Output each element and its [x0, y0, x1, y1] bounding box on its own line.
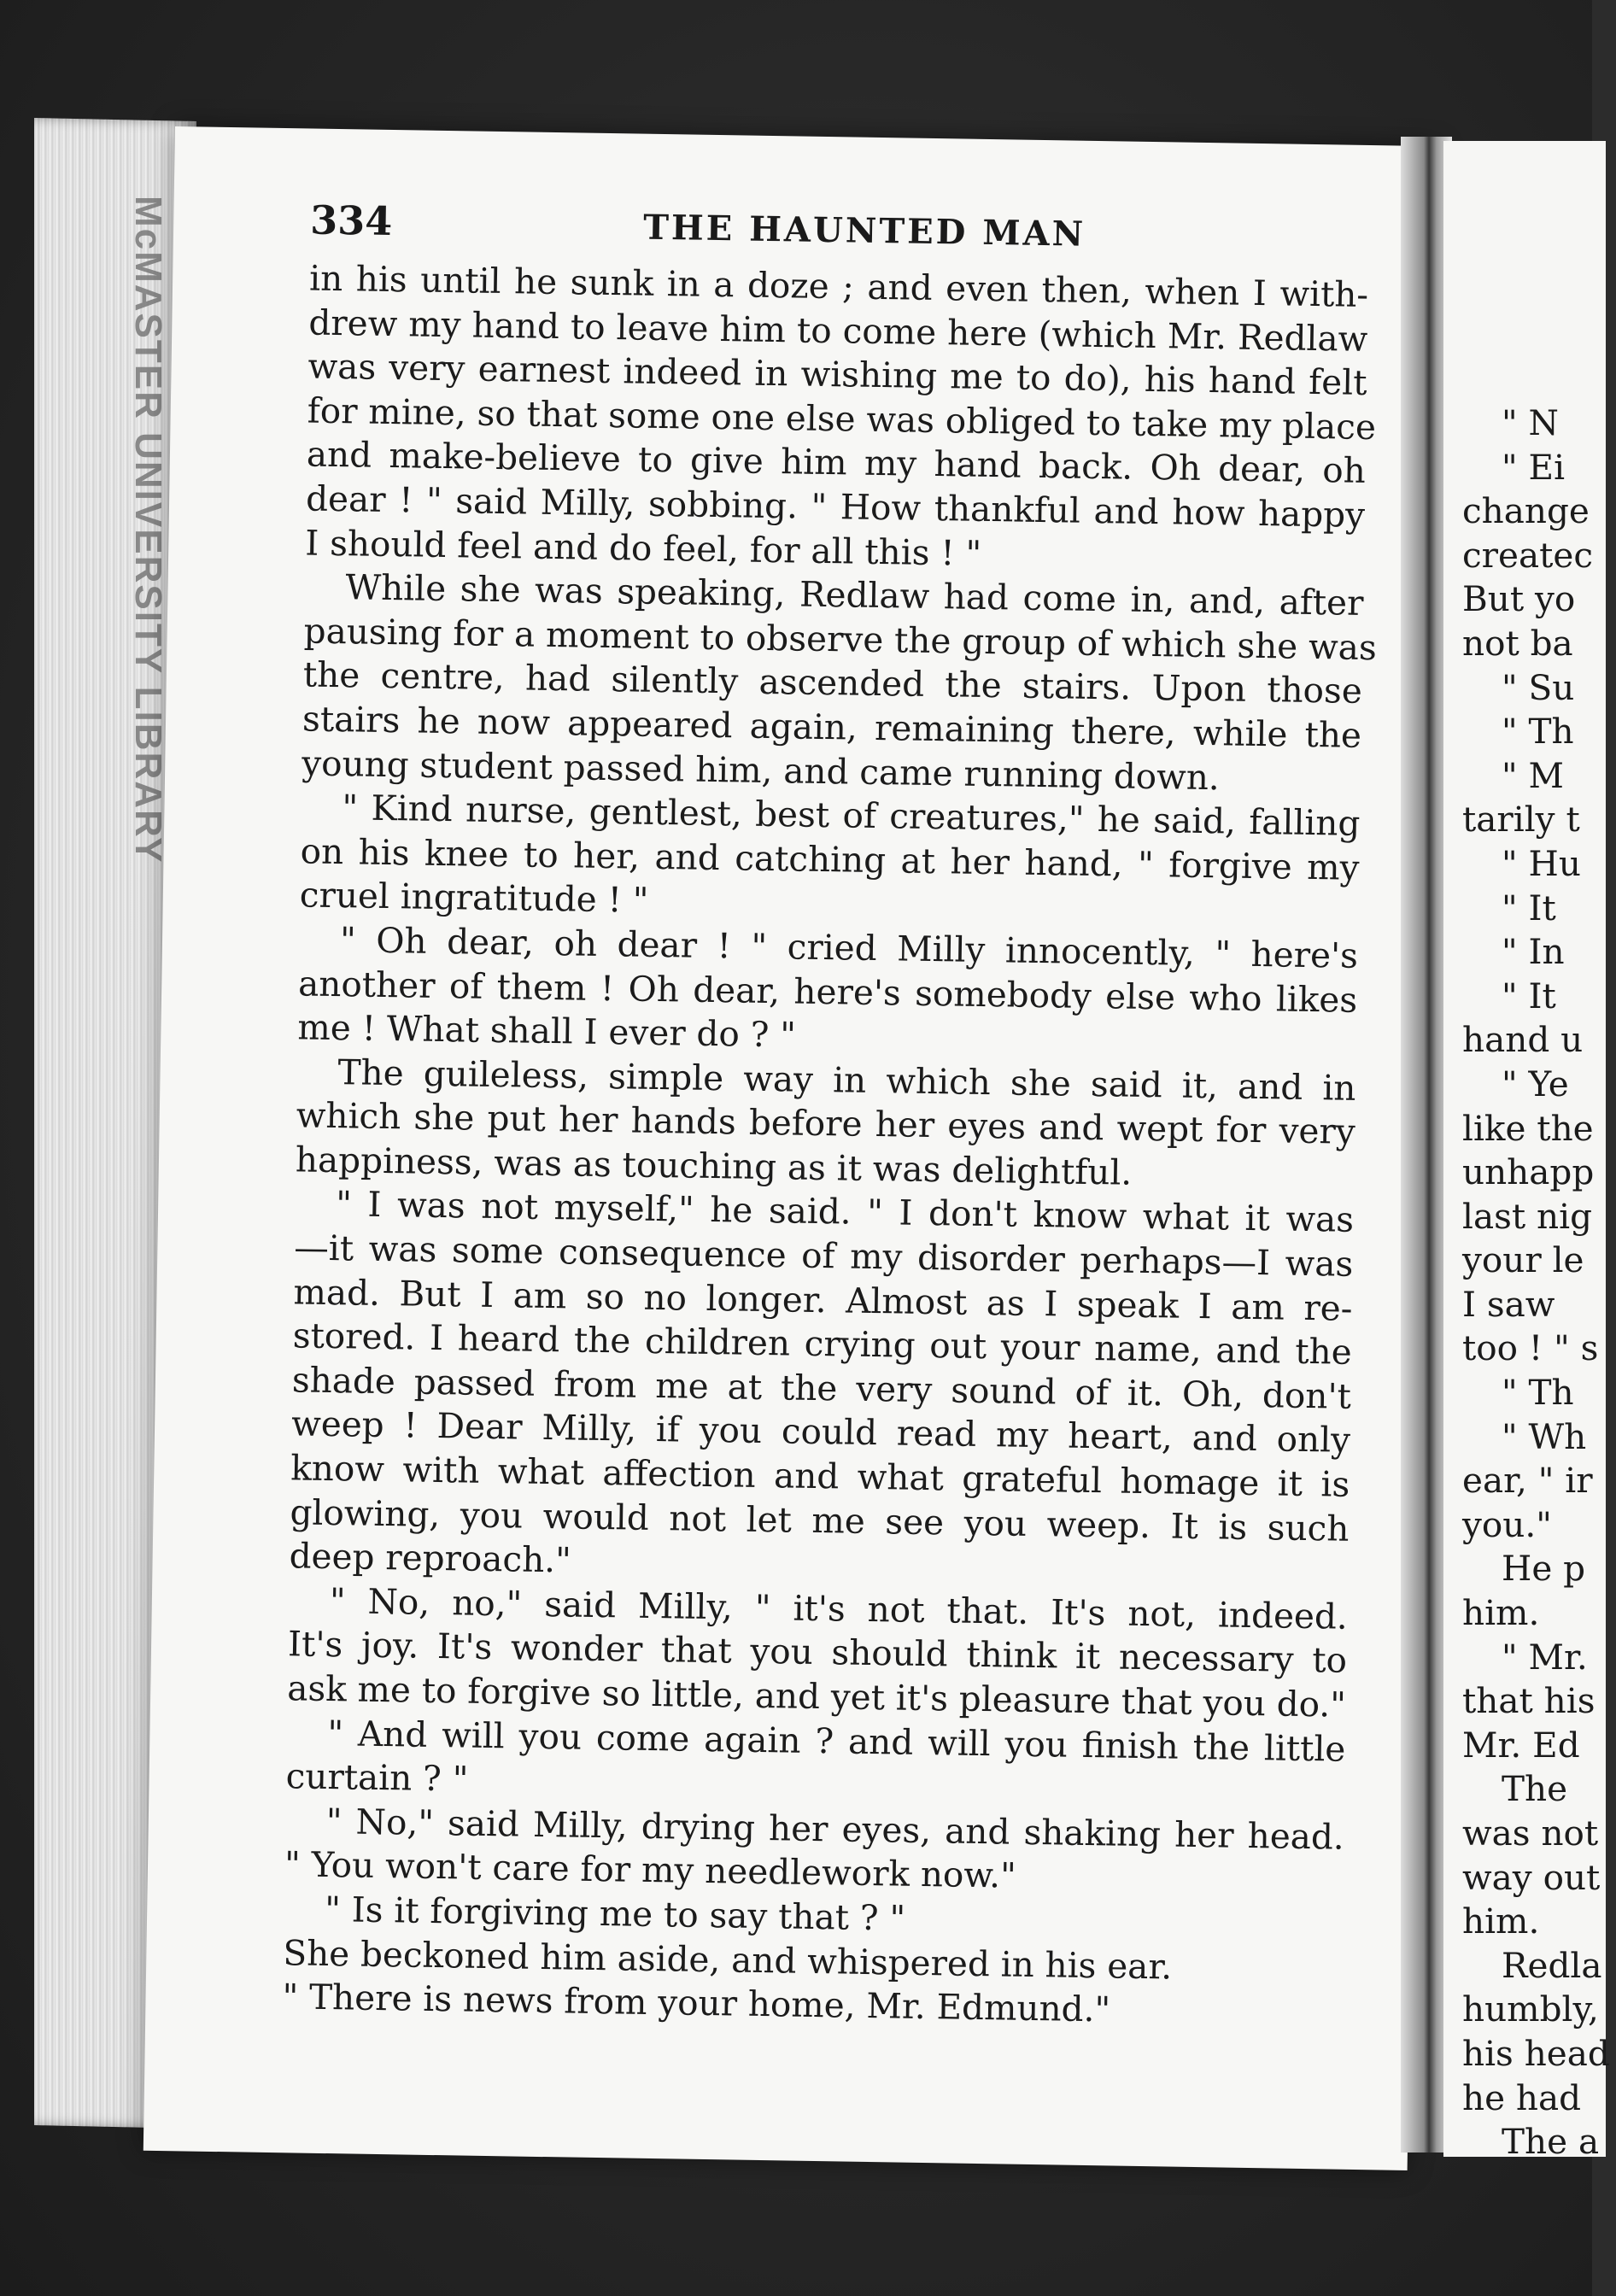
- text-line: too ! " s: [1462, 1327, 1599, 1369]
- text-line: " Hu: [1502, 842, 1581, 884]
- text-line: the centre, had silently ascended the stairs. Upon those: [302, 653, 1363, 712]
- text-line: weep ! Dear Milly, if you could read my heart, and only: [290, 1403, 1351, 1461]
- text-line: Redla: [1502, 1944, 1602, 1986]
- text-line: But yo: [1462, 578, 1576, 620]
- text-line: way out: [1462, 1856, 1601, 1898]
- text-line: was not: [1462, 1813, 1599, 1854]
- text-line: " Kind nurse, gentlest, best of creatures," he said, falling: [342, 787, 1361, 845]
- page-number: 334: [309, 196, 393, 245]
- running-head: THE HAUNTED MAN: [642, 207, 1086, 255]
- text-line: glowing, you would not let me see you weep. It is such: [290, 1491, 1350, 1549]
- text-line: While she was speaking, Redlaw had come in, and, after: [345, 566, 1364, 624]
- text-line: He p: [1502, 1548, 1586, 1590]
- text-line: ask me to forgive so little, and yet it's pleasure that you do.": [286, 1667, 1347, 1725]
- text-line: on his knee to her, and catching at her hand, " forgive my: [300, 830, 1360, 888]
- text-line: The: [1502, 1768, 1568, 1810]
- left-page: [143, 126, 1439, 2170]
- text-line: " Wh: [1502, 1415, 1587, 1457]
- text-line: like the: [1462, 1107, 1594, 1149]
- text-line: me ! What shall I ever do ? ": [297, 1006, 797, 1056]
- right-page-text: [1462, 401, 1616, 2164]
- text-line: dear ! " said Milly, sobbing. " How thankful and how happy: [305, 477, 1366, 536]
- text-line: " Ye: [1502, 1063, 1569, 1104]
- text-line: " You won't care for my needlework now.": [284, 1843, 1017, 1897]
- text-line: " Oh dear, oh dear ! " cried Milly innocently, " here's: [339, 919, 1359, 976]
- text-line: was very earnest indeed in wishing me to do), his hand felt: [307, 345, 1367, 404]
- text-line: The guileless, simple way in which she said it, and in: [337, 1051, 1356, 1109]
- text-line: She beckoned him aside, and whispered in his ear.: [283, 1931, 1173, 1988]
- text-line: " It: [1502, 887, 1556, 928]
- text-line: young student passed him, and came running down.: [301, 741, 1221, 798]
- text-line: stored. I heard the children crying out your name, and the: [292, 1315, 1353, 1374]
- text-line: " Mr.: [1502, 1636, 1588, 1678]
- text-line: mad. But I am so no longer. Almost as I speak I am re-: [293, 1271, 1353, 1329]
- text-line: " N: [1502, 402, 1559, 443]
- text-line: Mr. Ed: [1462, 1724, 1580, 1766]
- text-line: " Ei: [1502, 446, 1566, 488]
- text-line: cruel ingratitude ! ": [299, 874, 649, 922]
- text-line: another of them ! Oh dear, here's somebody else who likes: [297, 962, 1358, 1021]
- text-line: for mine, so that some one else was obliged to take my place: [307, 390, 1377, 448]
- text-line: " Su: [1502, 666, 1575, 708]
- text-line: ear, " ir: [1462, 1460, 1593, 1502]
- text-line: " And will you come again ? and will you finish the little: [327, 1712, 1346, 1770]
- text-line: that his: [1462, 1680, 1596, 1722]
- text-line: " No," said Milly, drying her eyes, and shaking her head.: [325, 1800, 1345, 1858]
- text-line: not ba: [1462, 622, 1573, 664]
- text-line: drew my hand to leave him to come here (which Mr. Redlaw: [308, 302, 1368, 360]
- text-line: " Th: [1502, 711, 1574, 753]
- text-line: in his until he sunk in a doze ; and even then, when I with-: [308, 257, 1369, 315]
- text-line: tarily t: [1462, 799, 1580, 840]
- text-line: pausing for a moment to observe the group of which she was: [303, 610, 1378, 668]
- page-header: [310, 197, 1336, 265]
- text-line: he had: [1462, 2076, 1582, 2118]
- text-line: deep reproach.": [289, 1535, 572, 1581]
- text-line: It's joy. It's wonder that you should think it necessary to: [287, 1623, 1348, 1682]
- text-line: " Is it forgiving me to say that ? ": [324, 1888, 906, 1939]
- text-line: —it was some consequence of my disorder perhaps—I was: [294, 1227, 1354, 1285]
- text-line: createc: [1462, 534, 1594, 576]
- text-line: I saw: [1462, 1283, 1555, 1325]
- text-line: know with what affection and what grateful homage it is: [290, 1447, 1350, 1505]
- text-line: hand u: [1462, 1019, 1584, 1061]
- text-line: unhapp: [1462, 1151, 1595, 1193]
- text-line: " In: [1502, 931, 1565, 973]
- text-line: The a: [1502, 2121, 1600, 2163]
- text-line: stairs he now appeared again, remaining there, while the: [302, 698, 1362, 756]
- text-line: " M: [1502, 754, 1564, 796]
- text-line: shade passed from me at the very sound of it. Oh, don't: [291, 1359, 1352, 1417]
- text-line: change: [1462, 490, 1590, 532]
- text-line: happiness, was as touching as it was delightful.: [295, 1139, 1133, 1193]
- text-line: " It: [1502, 975, 1556, 1016]
- body-text: [282, 256, 1378, 2035]
- text-line: I should feel and do feel, for all this ! ": [304, 522, 982, 574]
- text-line: him.: [1462, 1592, 1540, 1634]
- text-line: him.: [1462, 1901, 1540, 1942]
- text-line: " I was not myself," he said. " I don't know what it was: [335, 1183, 1355, 1241]
- library-stamp-text: McMASTER UNIVERSITY LIBRARY: [127, 195, 169, 864]
- text-line: which she put her hands before her eyes and wept for very: [296, 1094, 1356, 1153]
- text-line: his head: [1462, 2032, 1610, 2074]
- text-line: " No, no," said Milly, " it's not that. It's not, indeed.: [329, 1579, 1349, 1637]
- text-line: you.": [1462, 1503, 1552, 1545]
- text-line: " There is news from your home, Mr. Edmund.": [282, 1976, 1111, 2030]
- text-line: " Th: [1502, 1372, 1574, 1414]
- text-line: curtain ? ": [285, 1755, 469, 1800]
- text-line: humbly,: [1462, 1988, 1599, 2030]
- right-page: [1443, 141, 1610, 2163]
- text-line: last nig: [1462, 1195, 1592, 1237]
- text-line: and make-believe to give him my hand back. Oh dear, oh: [306, 433, 1367, 492]
- text-line: your le: [1462, 1239, 1584, 1281]
